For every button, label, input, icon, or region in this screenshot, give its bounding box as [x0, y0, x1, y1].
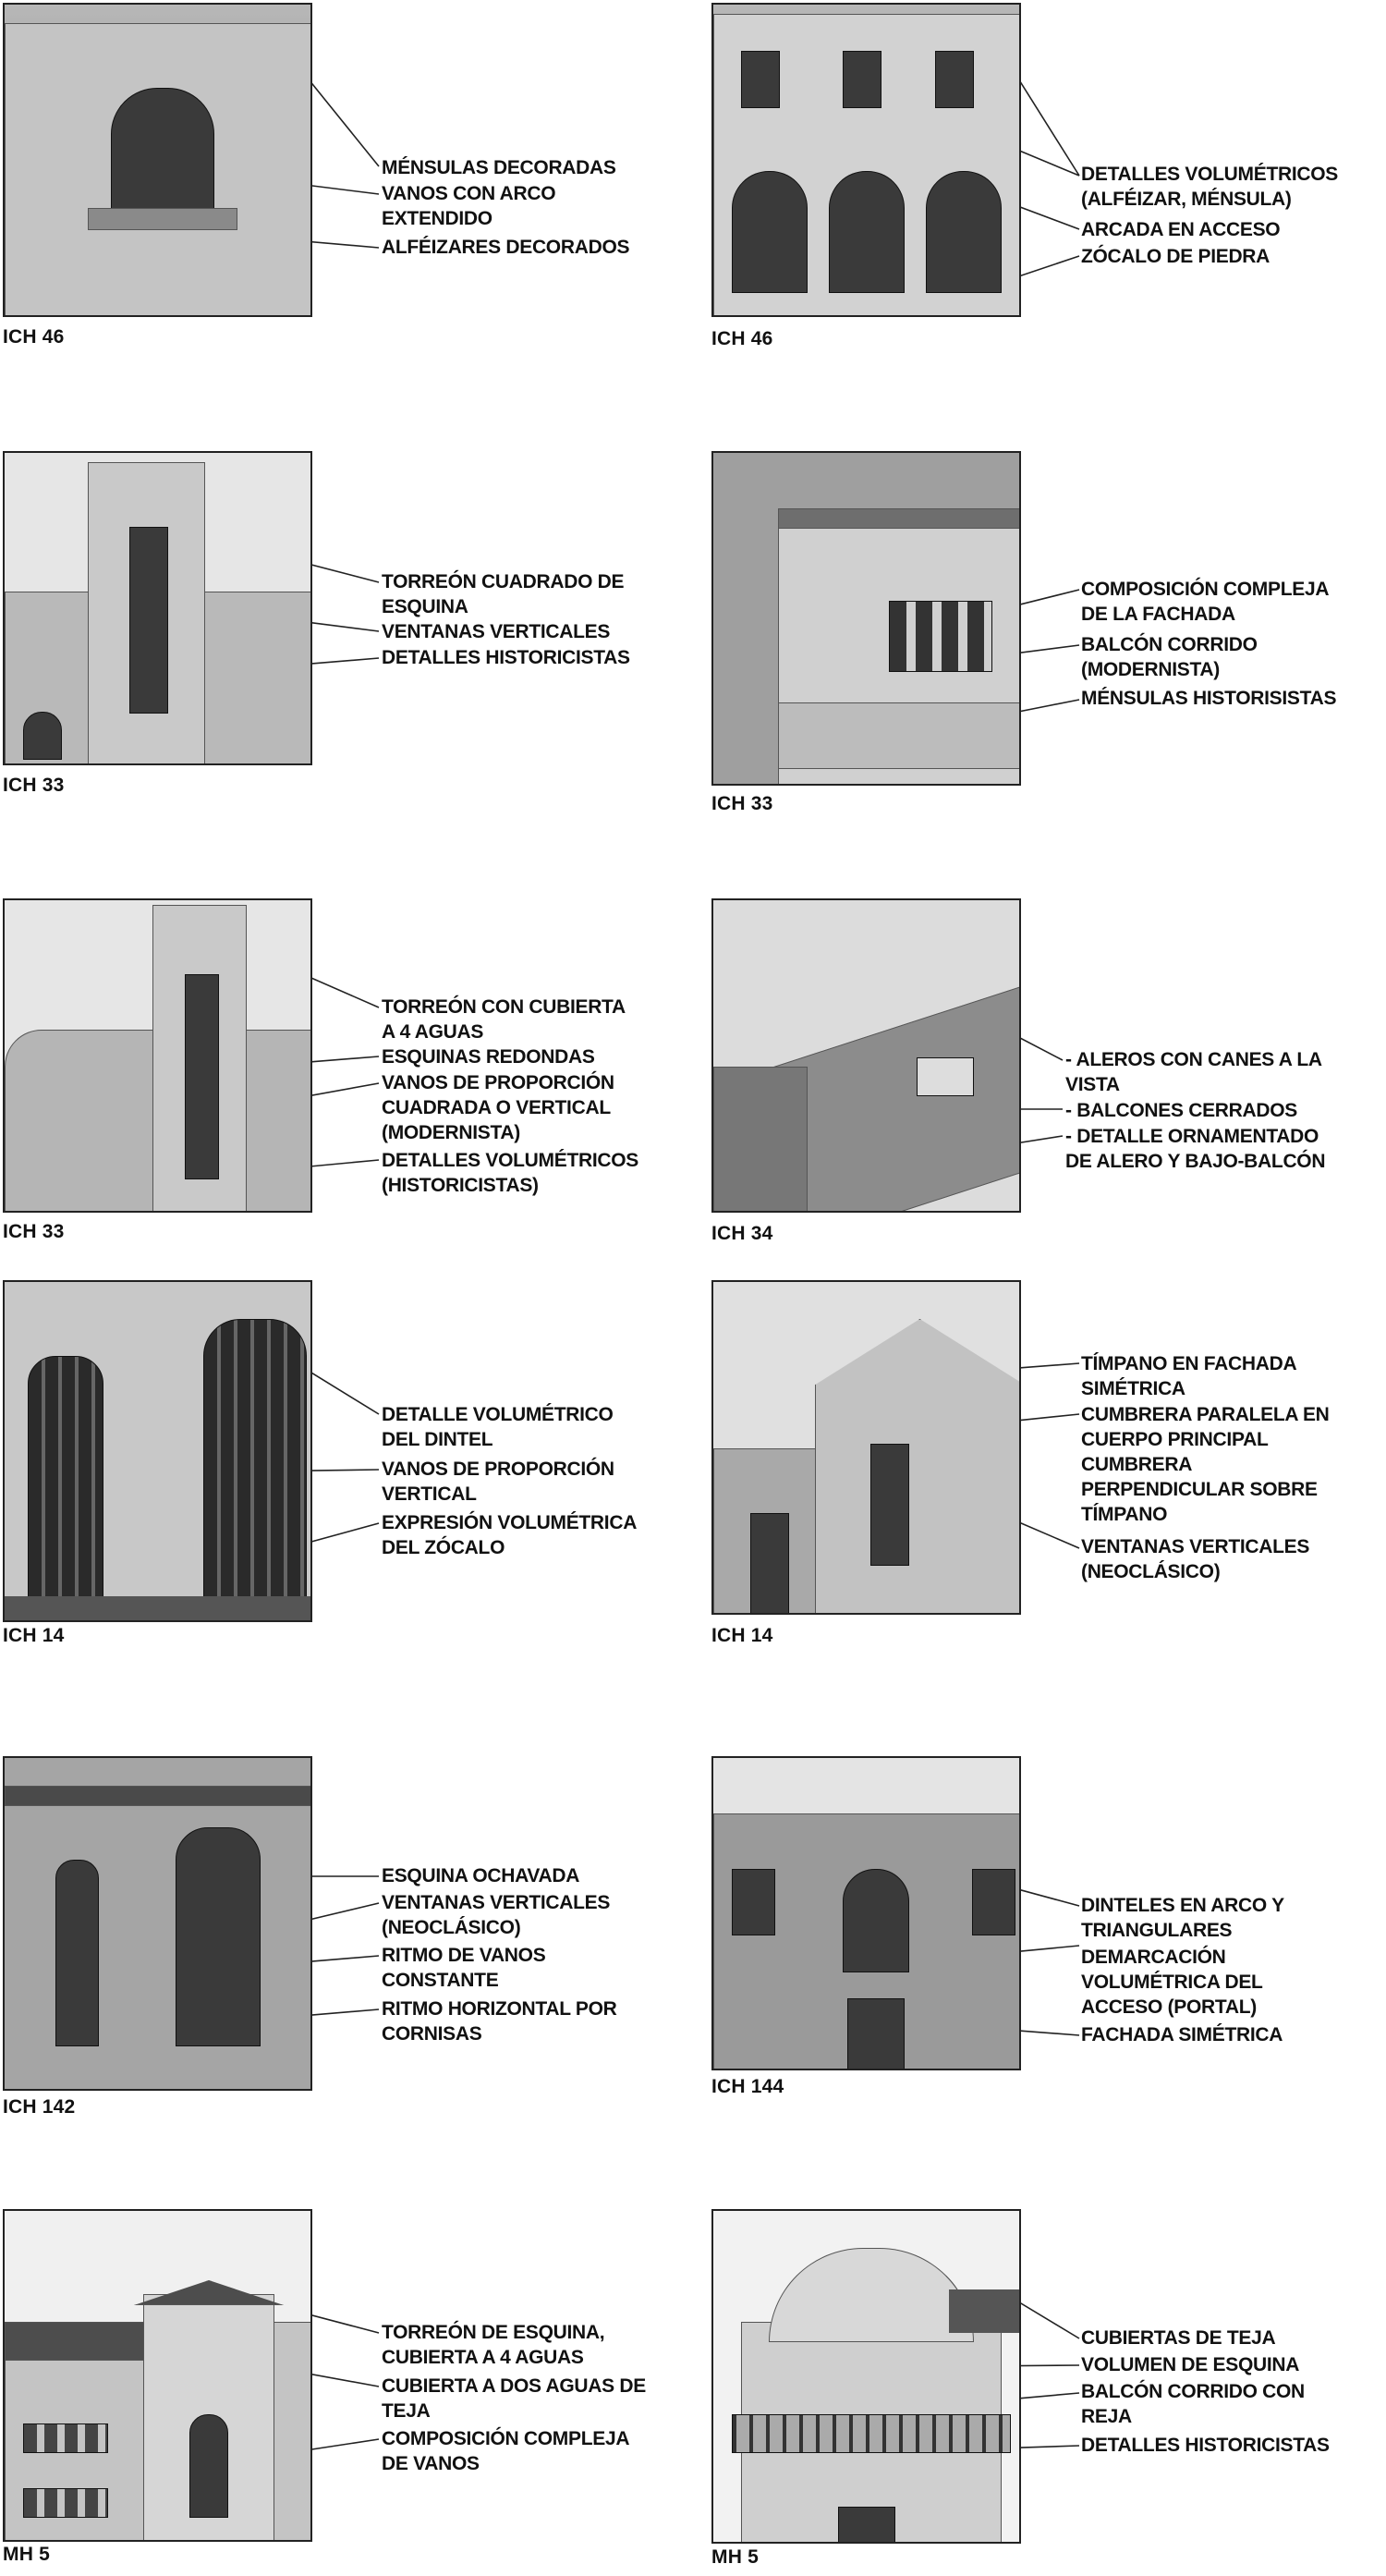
feature-label: DETALLES VOLUMÉTRICOS (ALFÉIZAR, MÉNSULA) — [1081, 164, 1338, 210]
building-code: ICH 34 — [711, 1223, 773, 1244]
feature-label: CUBIERTA A DOS AGUAS DE TEJA — [382, 2375, 646, 2422]
feature-label: FACHADA SIMÉTRICA — [1081, 2024, 1283, 2045]
feature-label: - BALCONES CERRADOS — [1065, 1100, 1297, 1121]
feature-label: VOLUMEN DE ESQUINA — [1081, 2354, 1300, 2375]
building-photo — [3, 1280, 312, 1622]
feature-label: MÉNSULAS HISTORISISTAS — [1081, 688, 1337, 709]
feature-label: ZÓCALO DE PIEDRA — [1081, 246, 1270, 267]
building-photo — [3, 2209, 312, 2542]
building-photo — [711, 3, 1021, 317]
building-photo — [711, 1280, 1021, 1615]
feature-label: VENTANAS VERTICALES (NEOCLÁSICO) — [382, 1892, 611, 1938]
feature-label: TORREÓN CUADRADO DE ESQUINA — [382, 571, 625, 617]
building-photo — [3, 3, 312, 317]
building-code: ICH 33 — [3, 1221, 65, 1242]
building-code: ICH 14 — [711, 1625, 773, 1646]
building-code: ICH 142 — [3, 2096, 76, 2118]
building-photo — [711, 898, 1021, 1213]
building-photo — [711, 451, 1021, 786]
feature-label: - DETALLE ORNAMENTADO DE ALERO Y BAJO-BALCÓN — [1065, 1126, 1326, 1172]
building-code: MH 5 — [3, 2544, 50, 2565]
feature-label: BALCÓN CORRIDO CON REJA — [1081, 2381, 1305, 2427]
feature-label: ALFÉIZARES DECORADOS — [382, 237, 630, 258]
feature-label: ESQUINA OCHAVADA — [382, 1865, 580, 1886]
feature-label: VENTANAS VERTICALES — [382, 621, 611, 642]
building-photo — [3, 451, 312, 765]
feature-label: ARCADA EN ACCESO — [1081, 219, 1281, 240]
feature-label: EXPRESIÓN VOLUMÉTRICA DEL ZÓCALO — [382, 1512, 638, 1558]
building-code: MH 5 — [711, 2546, 759, 2568]
feature-label: TORREÓN DE ESQUINA, CUBIERTA A 4 AGUAS — [382, 2322, 605, 2368]
feature-label: VENTANAS VERTICALES (NEOCLÁSICO) — [1081, 1536, 1310, 1582]
feature-label: MÉNSULAS DECORADAS — [382, 157, 616, 178]
building-photo — [711, 2209, 1021, 2544]
feature-label: RITMO DE VANOS CONSTANTE — [382, 1945, 546, 1991]
feature-label: DETALLES HISTORICISTAS — [382, 647, 630, 668]
feature-label: - ALEROS CON CANES A LA VISTA — [1065, 1049, 1322, 1095]
building-code: ICH 144 — [711, 2076, 784, 2097]
feature-label: DEMARCACIÓN VOLUMÉTRICA DEL ACCESO (PORTAL) — [1081, 1947, 1263, 2018]
feature-label: CUBIERTAS DE TEJA — [1081, 2327, 1276, 2349]
building-photo — [3, 898, 312, 1213]
feature-label: COMPOSICIÓN COMPLEJA DE LA FACHADA — [1081, 579, 1330, 625]
feature-label: RITMO HORIZONTAL POR CORNISAS — [382, 1998, 617, 2045]
feature-label: DETALLES VOLUMÉTRICOS (HISTORICISTAS) — [382, 1150, 638, 1196]
feature-label: TÍMPANO EN FACHADA SIMÉTRICA — [1081, 1353, 1297, 1399]
feature-label: TORREÓN CON CUBIERTA A 4 AGUAS — [382, 996, 626, 1043]
building-code: ICH 33 — [711, 793, 773, 814]
building-code: ICH 46 — [3, 326, 65, 348]
building-photo — [711, 1756, 1021, 2070]
feature-label: CUMBRERA PARALELA EN CUERPO PRINCIPAL CUMBRERA PERPENDICULAR SOBRE TÍMPANO — [1081, 1404, 1330, 1525]
feature-label: DETALLES HISTORICISTAS — [1081, 2435, 1330, 2456]
feature-label: VANOS CON ARCO EXTENDIDO — [382, 183, 556, 229]
feature-label: DINTELES EN ARCO Y TRIANGULARES — [1081, 1895, 1284, 1941]
feature-label: ESQUINAS REDONDAS — [382, 1046, 595, 1068]
feature-label: DETALLE VOLUMÉTRICO DEL DINTEL — [382, 1404, 614, 1450]
feature-label: VANOS DE PROPORCIÓN CUADRADA O VERTICAL (MODERNISTA) — [382, 1072, 614, 1143]
feature-label: VANOS DE PROPORCIÓN VERTICAL — [382, 1459, 614, 1505]
feature-label: BALCÓN CORRIDO (MODERNISTA) — [1081, 634, 1258, 680]
building-code: ICH 33 — [3, 775, 65, 796]
building-photo — [3, 1756, 312, 2091]
feature-label: COMPOSICIÓN COMPLEJA DE VANOS — [382, 2428, 630, 2474]
building-code: ICH 14 — [3, 1625, 65, 1646]
building-code: ICH 46 — [711, 328, 773, 349]
